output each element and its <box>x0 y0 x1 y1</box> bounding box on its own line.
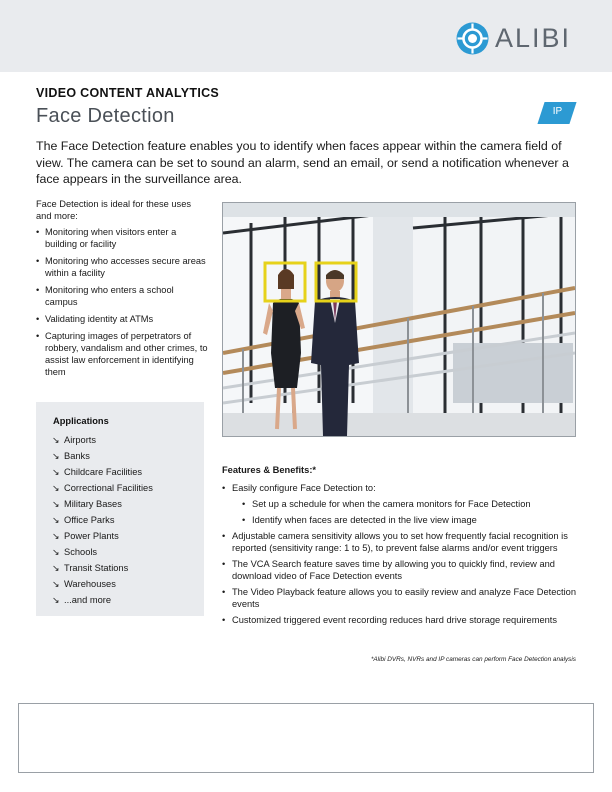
arrow-down-right-icon: ↘ <box>52 466 60 477</box>
alibi-logo-icon <box>456 22 489 55</box>
applications-panel <box>36 402 204 616</box>
face-detection-photo <box>222 202 576 437</box>
footer-box <box>18 703 594 773</box>
list-item <box>52 544 153 560</box>
application-label: Airports <box>64 435 97 445</box>
face-detection-illustration <box>223 203 575 436</box>
feature-text: Easily configure Face Detection to: <box>232 483 376 493</box>
applications-list <box>52 432 153 608</box>
arrow-down-right-icon: ↘ <box>52 530 60 541</box>
arrow-down-right-icon: ↘ <box>52 514 60 525</box>
list-item: • Validating identity at ATMs <box>36 313 208 325</box>
application-label: Correctional Facilities <box>64 483 153 493</box>
application-label: Military Bases <box>64 499 122 509</box>
page-title: Face Detection <box>36 105 175 127</box>
alibi-logo <box>456 22 571 55</box>
application-label: Schools <box>64 547 98 557</box>
arrow-down-right-icon: ↘ <box>52 498 60 509</box>
list-item: • Adjustable camera sensitivity allows you to set how frequently facial recognition is reported (sensitivity range: 1 to 5), to prevent false alarms and/or event triggers <box>222 530 578 554</box>
list-item: • Customized triggered event recording reduces hard drive storage requirements <box>222 614 578 626</box>
brand-name: ALIBI <box>495 23 572 53</box>
application-label: Office Parks <box>64 515 115 525</box>
arrow-down-right-icon: ↘ <box>52 562 60 573</box>
features-sublist <box>242 498 578 526</box>
ip-badge-label: IP <box>552 106 563 117</box>
arrow-down-right-icon: ↘ <box>52 434 60 445</box>
applications-title: Applications <box>53 416 109 426</box>
list-item <box>52 448 153 464</box>
list-item: • Capturing images of perpetrators of robbery, vandalism and other crimes, to assist law enforcement in identifying them <box>36 330 208 378</box>
features-title: Features & Benefits:* <box>222 465 317 475</box>
arrow-down-right-icon: ↘ <box>52 546 60 557</box>
ideal-uses-list <box>36 226 208 378</box>
list-item: • Set up a schedule for when the camera monitors for Face Detection <box>242 498 578 510</box>
features-list <box>222 482 578 626</box>
list-item <box>52 496 153 512</box>
list-item <box>52 480 153 496</box>
list-item <box>52 592 153 608</box>
intro-paragraph: The Face Detection feature enables you to identify when faces appear within the camera field of view. The camera can be set to sound an alarm, send an email, or send a notification whenever a face appears in the surveillance area. <box>36 139 569 186</box>
list-item <box>52 432 153 448</box>
application-label: Power Plants <box>64 531 119 541</box>
list-item: • The VCA Search feature saves time by allowing you to quickly find, review and download video of Face Detection events <box>222 558 578 582</box>
ideal-uses-lead: Face Detection is ideal for these uses and more: <box>36 199 192 221</box>
list-item: • The Video Playback feature allows you to easily review and analyze Face Detection events <box>222 586 578 610</box>
arrow-down-right-icon: ↘ <box>52 594 60 605</box>
application-label: ...and more <box>64 595 112 605</box>
list-item <box>52 528 153 544</box>
section-eyebrow: VIDEO CONTENT ANALYTICS <box>36 86 220 100</box>
arrow-down-right-icon: ↘ <box>52 450 60 461</box>
arrow-down-right-icon: ↘ <box>52 578 60 589</box>
list-item <box>222 482 578 526</box>
list-item <box>52 512 153 528</box>
ideal-uses <box>36 198 208 383</box>
list-item: • Monitoring who accesses secure areas within a facility <box>36 255 208 279</box>
ip-badge <box>537 102 576 124</box>
list-item: • Monitoring when visitors enter a building or facility <box>36 226 208 250</box>
footnote: *Alibi DVRs, NVRs and IP cameras can perform Face Detection analysis <box>370 656 576 663</box>
list-item <box>52 576 153 592</box>
application-label: Warehouses <box>64 579 116 589</box>
application-label: Banks <box>64 451 90 461</box>
application-label: Childcare Facilities <box>64 467 143 477</box>
list-item <box>52 560 153 576</box>
arrow-down-right-icon: ↘ <box>52 482 60 493</box>
list-item: • Identify when faces are detected in the live view image <box>242 514 578 526</box>
list-item <box>52 464 153 480</box>
features-section <box>222 464 578 630</box>
application-label: Transit Stations <box>64 563 129 573</box>
list-item: • Monitoring who enters a school campus <box>36 284 208 308</box>
